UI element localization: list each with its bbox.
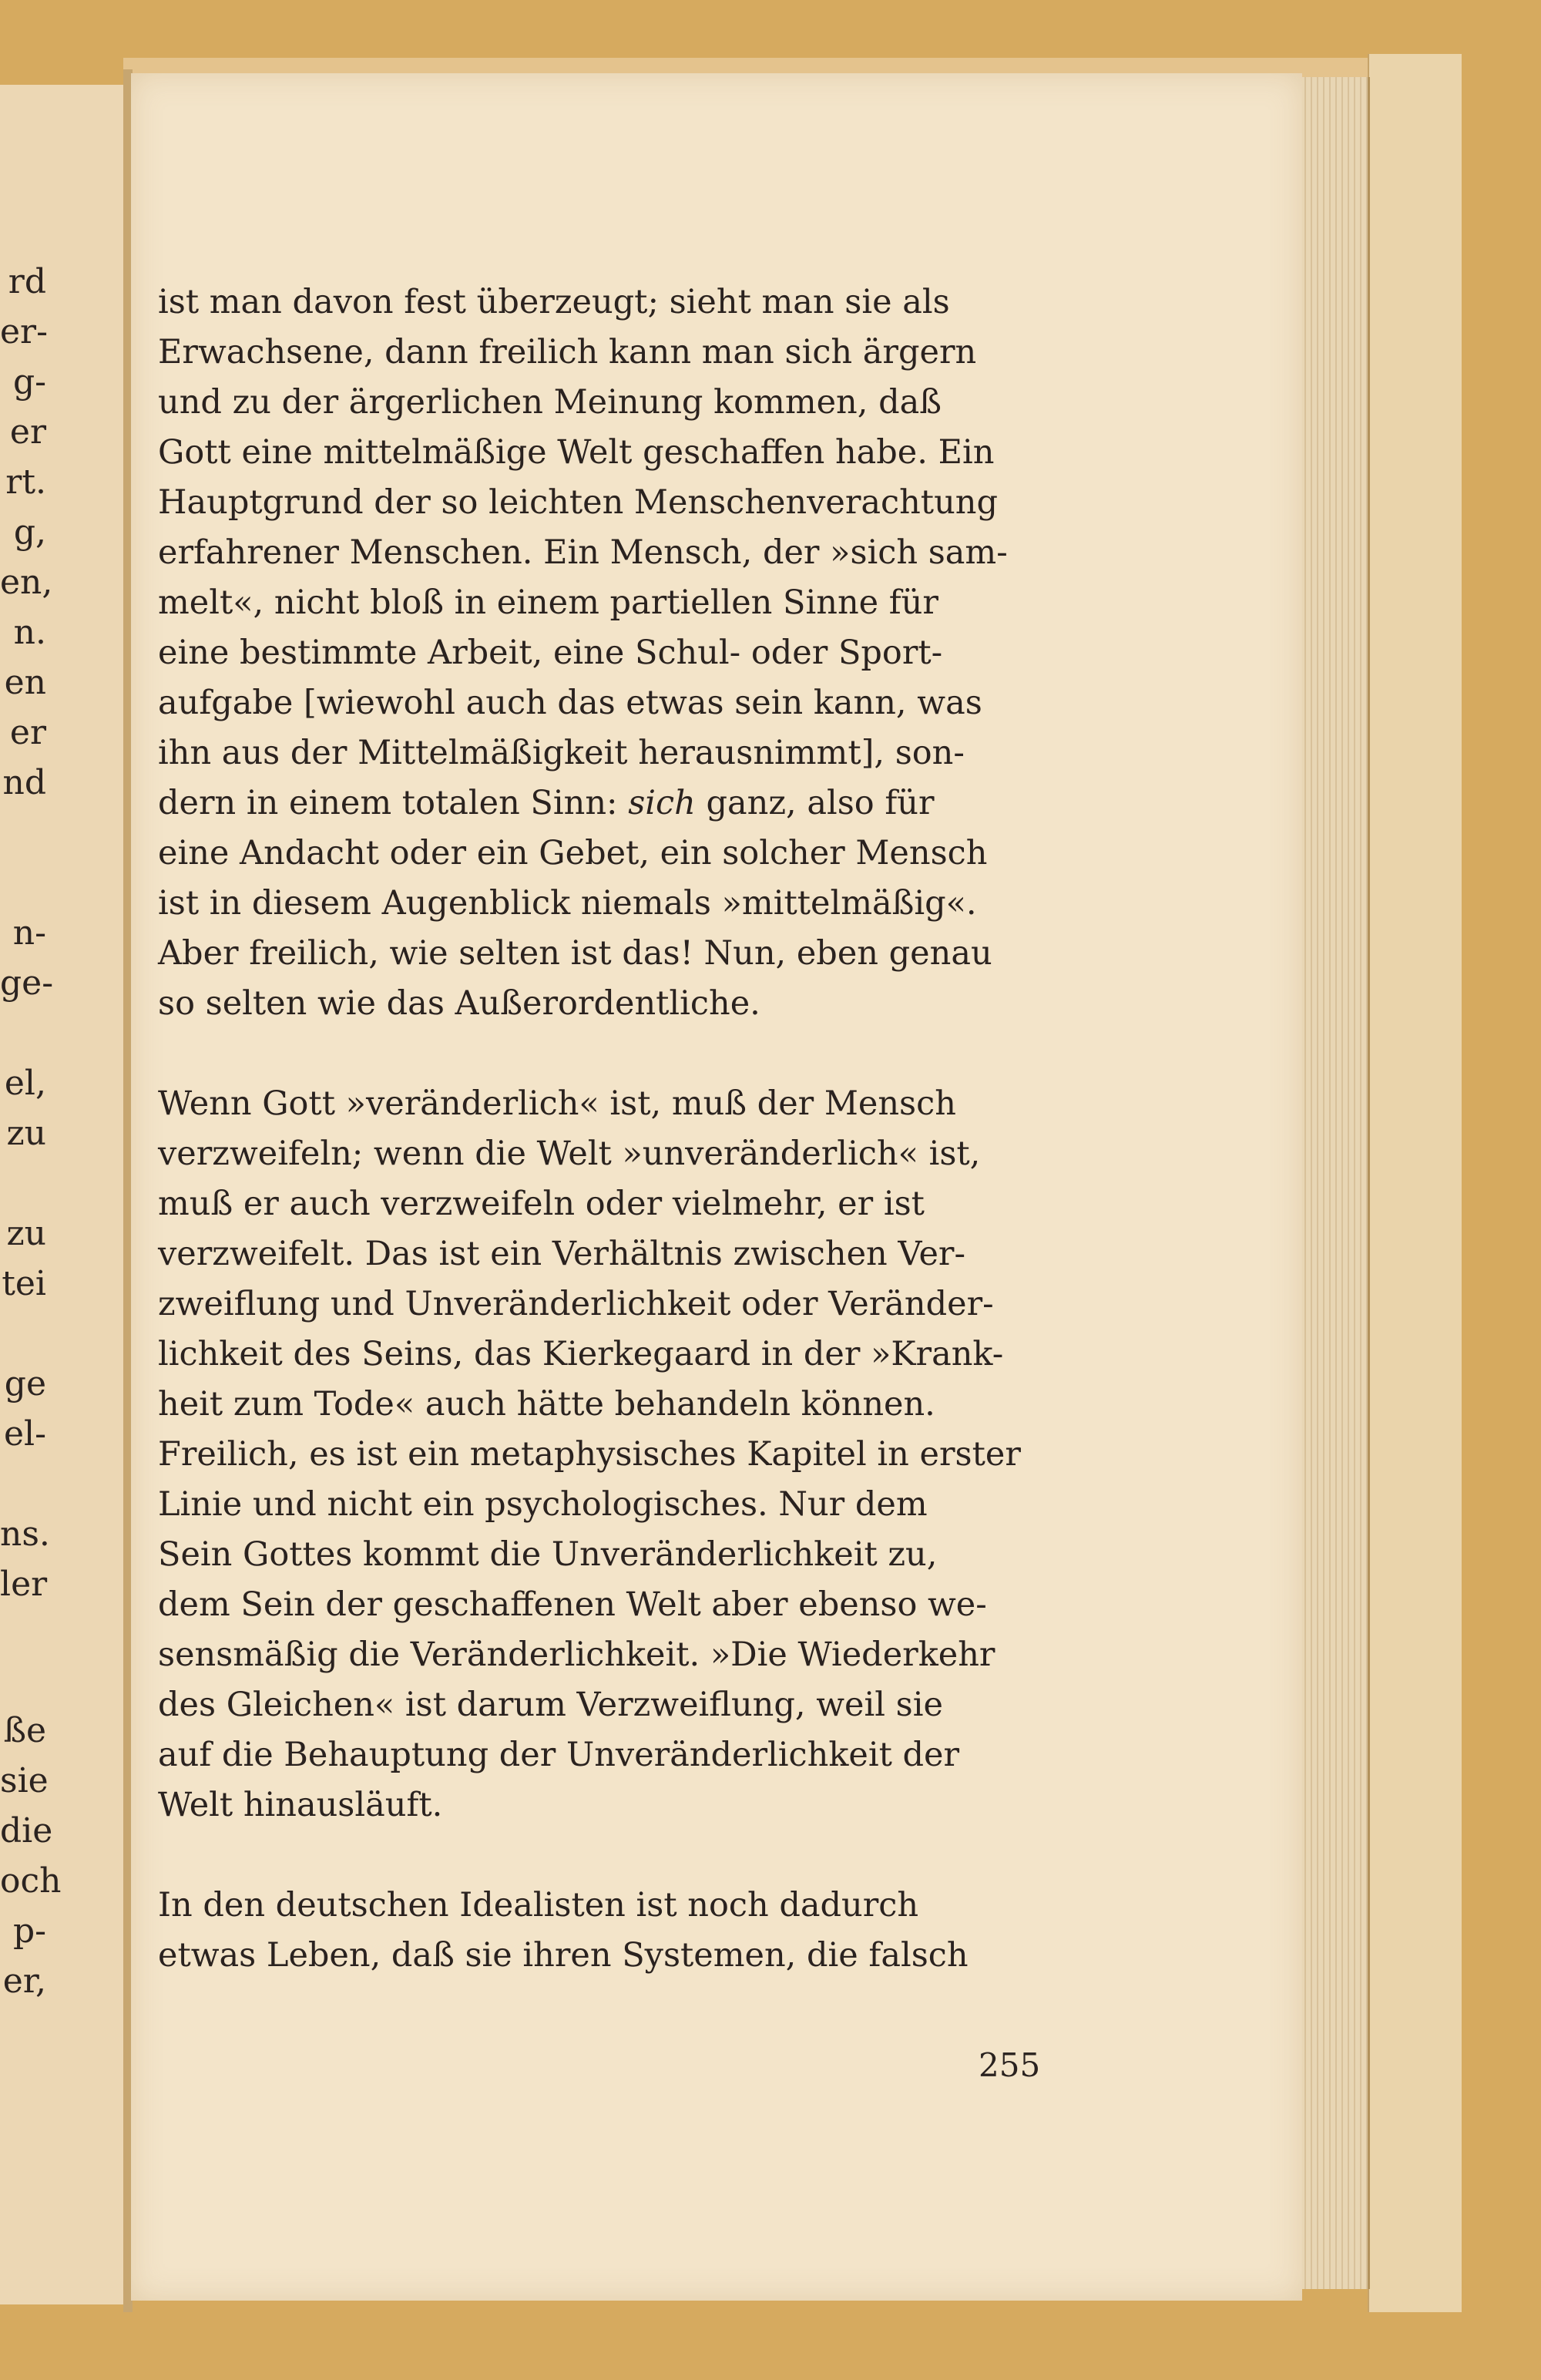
left-fragment: sie [0,1761,49,1800]
left-fragment: en [4,663,46,702]
text-line: des Gleichen« ist darum Verzweiflung, weil sie [158,1686,943,1724]
text-line: Sein Gottes kommt die Unveränderlichkeit zu, [158,1535,938,1574]
left-fragment: el- [4,1414,46,1454]
left-fragment: n- [12,913,46,953]
text-line: Erwachsene, dann freilich kann man sich ärgern [158,333,977,371]
text-line: In den deutschen Idealisten ist noch dadurch [158,1886,919,1925]
text-line [158,778,1067,829]
left-fragment: ge- [0,963,54,1003]
left-fragment: ße [3,1711,46,1750]
text-line: Aber freilich, wie selten ist das! Nun, eben genau [158,934,992,973]
left-fragment: er- [0,312,48,351]
text-line: erfahrener Menschen. Ein Mensch, der »sich sam- [158,533,1008,572]
left-fragment: g, [13,513,46,552]
left-fragment: ler [0,1565,48,1604]
text-line: verzweifeln; wenn die Welt »unveränderlich« ist, [158,1135,981,1173]
text-line: verzweifelt. Das ist ein Verhältnis zwischen Ver- [158,1235,966,1273]
left-fragment: en, [0,563,53,602]
text-line: Hauptgrund der so leichten Menschenverachtung [158,483,998,522]
text-line: Freilich, es ist ein metaphysisches Kapitel in erster [158,1435,1021,1474]
paragraph [158,277,1067,1029]
text-line: und zu der ärgerlichen Meinung kommen, daß [158,383,942,422]
page-number: 255 [979,2046,1041,2084]
left-fragment: er [9,713,46,752]
left-fragment: n. [13,613,46,652]
text-line: sensmäßig die Veränderlichkeit. »Die Wiederkehr [158,1635,995,1674]
page-body-text [158,277,1067,1981]
paragraph [158,1079,1067,1830]
text-line: so selten wie das Außerordentliche. [158,984,760,1023]
text-line: Linie und nicht ein psychologisches. Nur dem [158,1485,928,1524]
left-fragment: p- [12,1911,46,1951]
left-fragment: zu [6,1114,46,1153]
left-fragment: tei [2,1264,46,1303]
left-fragment: och [0,1861,62,1901]
left-fragment: ge [4,1364,46,1403]
left-fragment: die [0,1811,53,1851]
text-line: Wenn Gott »veränderlich« ist, muß der Mensch [158,1084,956,1123]
left-fragment: zu [6,1214,46,1253]
text-line: dem Sein der geschaffenen Welt aber ebenso we- [158,1585,987,1624]
text-line: etwas Leben, daß sie ihren Systemen, die falsch [158,1936,969,1975]
text-line: melt«, nicht bloß in einem partiellen Sinne für [158,583,938,622]
text-line: muß er auch verzweifeln oder vielmehr, er ist [158,1185,925,1223]
text-line: ist man davon fest überzeugt; sieht man sie als [158,283,950,321]
text-line: Welt hinausläuft. [158,1786,443,1824]
left-fragment: nd [2,763,46,802]
text-line: auf die Behauptung der Unveränderlichkeit der [158,1736,960,1774]
left-fragment: ns. [0,1514,50,1554]
text-line: ist in diesem Augenblick niemals »mittelmäßig«. [158,884,977,923]
text-line: eine bestimmte Arbeit, eine Schul- oder Sport- [158,634,943,672]
paragraph [158,1881,1067,1981]
book-cover-edge [1368,54,1462,2312]
text-line: aufgabe [wiewohl auch das etwas sein kann, was [158,684,982,722]
left-fragment: el, [4,1064,46,1103]
italic-word: sich [628,784,696,822]
text-segment: dern in einem totalen Sinn: [158,784,618,822]
text-line: zweiflung und Unveränderlichkeit oder Veränder- [158,1285,994,1323]
text-line: lichkeit des Seins, das Kierkegaard in der »Krank- [158,1335,1004,1373]
text-line: ihn aus der Mittelmäßigkeit herausnimmt], son- [158,734,965,772]
left-page-fragment [0,85,125,2304]
text-line: heit zum Tode« auch hätte behandeln können. [158,1385,935,1424]
left-fragment: er [9,412,46,452]
left-fragment: rd [8,262,46,301]
left-fragment: er, [2,1961,46,2001]
left-fragment: g- [12,362,46,402]
text-line: Gott eine mittelmäßige Welt geschaffen habe. Ein [158,433,995,472]
text-segment: ganz, also für [706,784,935,822]
left-fragment: rt. [5,462,46,502]
text-line: eine Andacht oder ein Gebet, ein solcher Mensch [158,834,988,872]
